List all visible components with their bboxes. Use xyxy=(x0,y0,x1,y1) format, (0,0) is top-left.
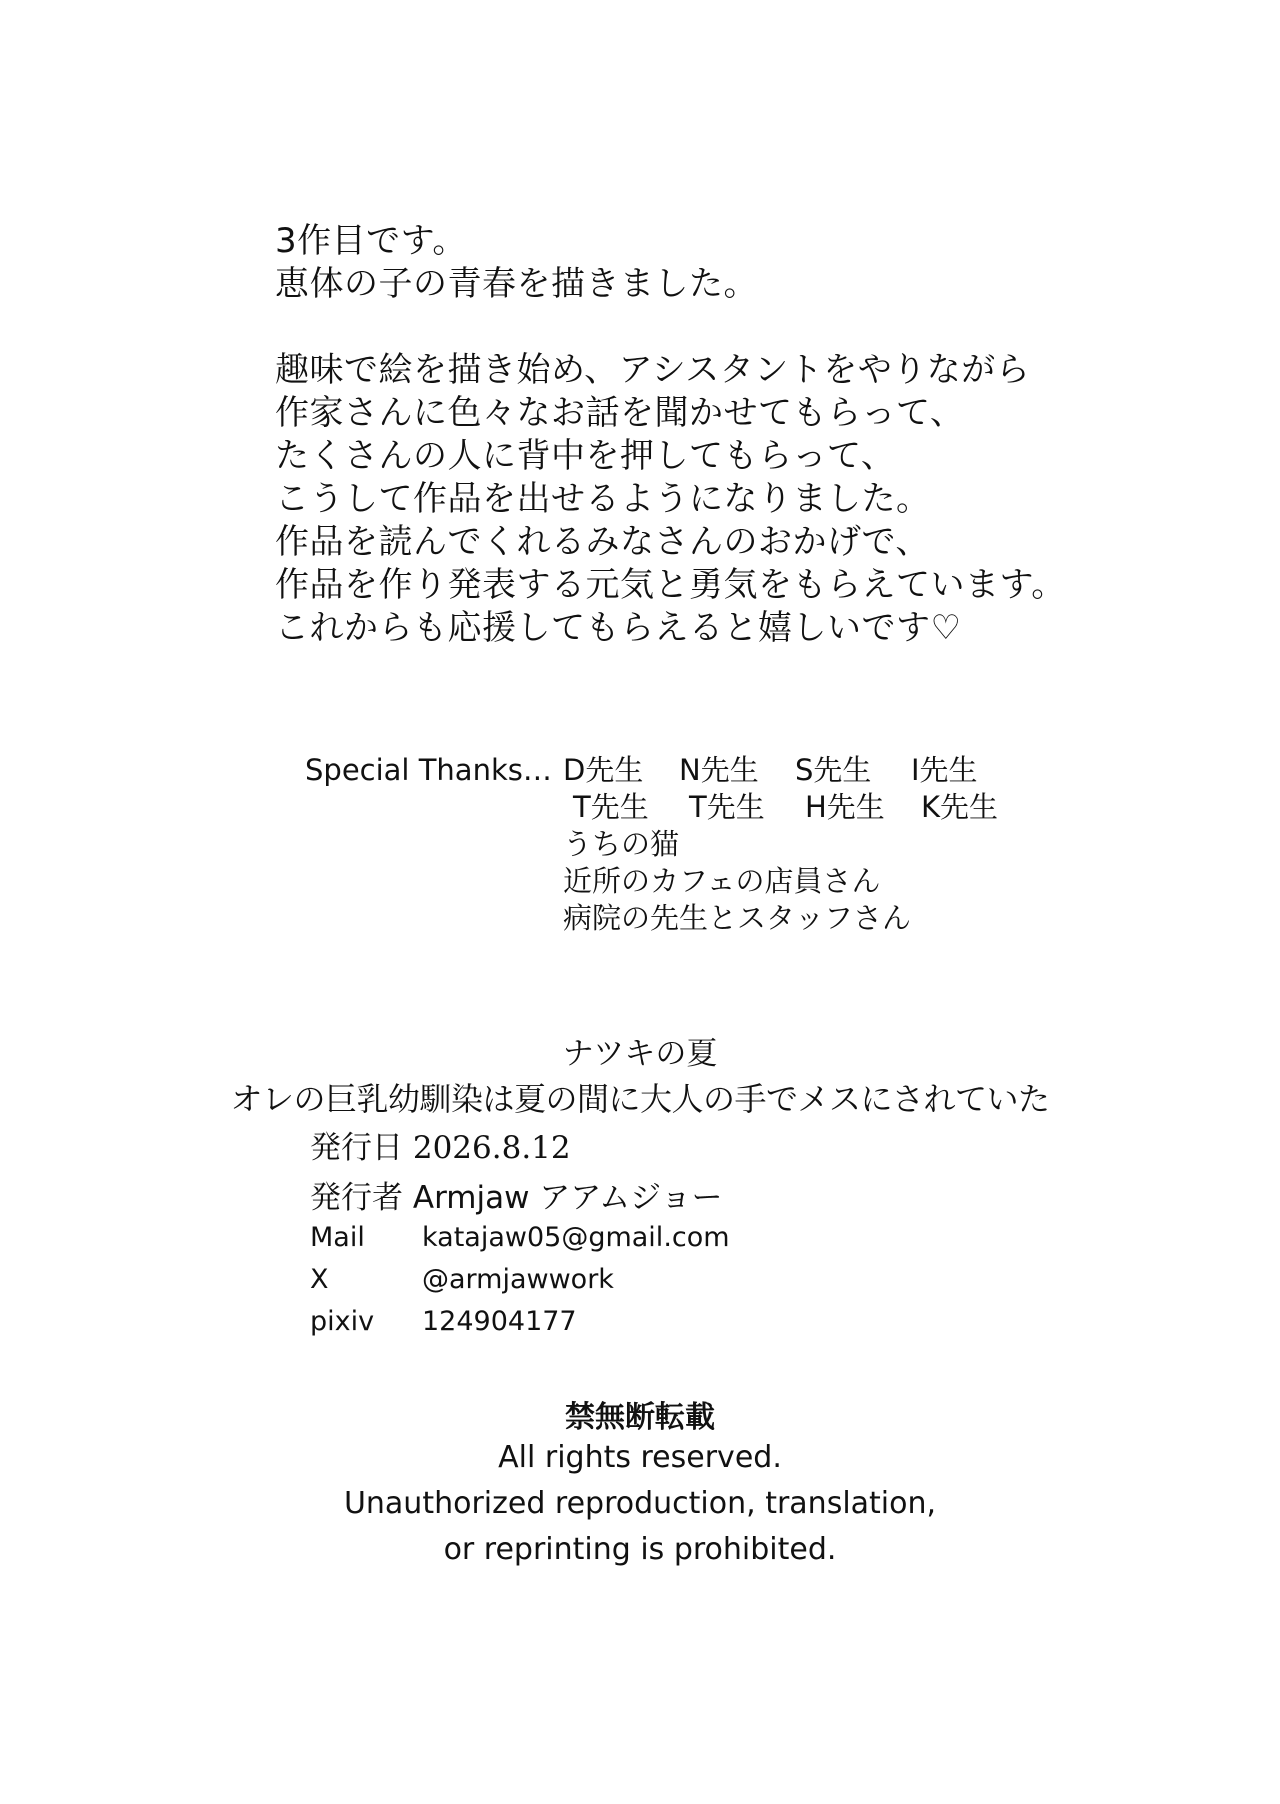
publisher-row xyxy=(310,1172,723,1217)
thanks-row xyxy=(563,789,1037,826)
mail-label: Mail xyxy=(310,1222,365,1253)
book-title: ナツキの夏 xyxy=(562,1036,718,1072)
rights-line: Unauthorized reproduction, translation, xyxy=(343,1486,937,1521)
afterword-line: 恵体の子の青春を描きました。 xyxy=(275,264,758,304)
thanks-name: うちの猫 xyxy=(563,827,680,861)
thanks-name: D先生 xyxy=(563,753,644,787)
afterword-line: こうして作品を出せるようになりました。 xyxy=(275,479,931,519)
thanks-name: H先生 xyxy=(805,790,885,824)
x-value: @armjawwork xyxy=(422,1264,614,1295)
mail-row xyxy=(310,1222,730,1253)
thanks-name: N先生 xyxy=(679,753,759,787)
thanks-row xyxy=(563,752,1037,789)
publish-date-row xyxy=(310,1122,571,1167)
rights-line: or reprinting is prohibited. xyxy=(443,1532,837,1567)
afterword-line: 趣味で絵を描き始め、アシスタントをやりながら xyxy=(275,350,1031,390)
no-reprint-notice: 禁無断転載 xyxy=(565,1400,715,1435)
afterword-line: たくさんの人に背中を押してもらって、 xyxy=(275,436,896,476)
thanks-name: T先生 xyxy=(573,790,649,824)
pixiv-label: pixiv xyxy=(310,1306,375,1337)
rights-line: All rights reserved. xyxy=(498,1440,782,1475)
thanks-name: 病院の先生とスタッフさん xyxy=(563,901,912,935)
thanks-name: S先生 xyxy=(795,753,872,787)
afterword-line: 3作目です。 xyxy=(275,221,467,261)
mail-value: katajaw05@gmail.com xyxy=(422,1222,730,1253)
publish-date-value: 2026.8.12 xyxy=(412,1130,571,1166)
afterword-line: 作品を作り発表する元気と勇気をもらえています。 xyxy=(275,565,1066,605)
thanks-name: I先生 xyxy=(911,753,978,787)
x-label: X xyxy=(310,1264,329,1295)
afterword-line: 作品を読んでくれるみなさんのおかげで、 xyxy=(275,522,930,562)
pixiv-row xyxy=(310,1306,577,1337)
pixiv-value: 124904177 xyxy=(422,1306,577,1337)
thanks-name: T先生 xyxy=(689,790,765,824)
publish-date-label: 発行日 xyxy=(310,1130,403,1166)
special-thanks-list xyxy=(563,752,1037,937)
afterword-text xyxy=(275,220,1066,650)
special-thanks-label: Special Thanks… xyxy=(305,753,552,787)
book-subtitle: オレの巨乳幼馴染は夏の間に大人の手でメスにされていた xyxy=(230,1080,1050,1118)
publisher-value: Armjaw アアムジョー xyxy=(412,1180,723,1216)
afterword-line: 作家さんに色々なお話を聞かせてもらって、 xyxy=(275,393,965,433)
publisher-label: 発行者 xyxy=(310,1180,403,1216)
afterword-line: これからも応援してもらえると嬉しいです♡ xyxy=(275,608,962,648)
afterword-blank-line xyxy=(275,306,1066,349)
thanks-name: K先生 xyxy=(921,790,999,824)
thanks-name: 近所のカフェの店員さん xyxy=(563,864,881,898)
x-row xyxy=(310,1264,614,1295)
